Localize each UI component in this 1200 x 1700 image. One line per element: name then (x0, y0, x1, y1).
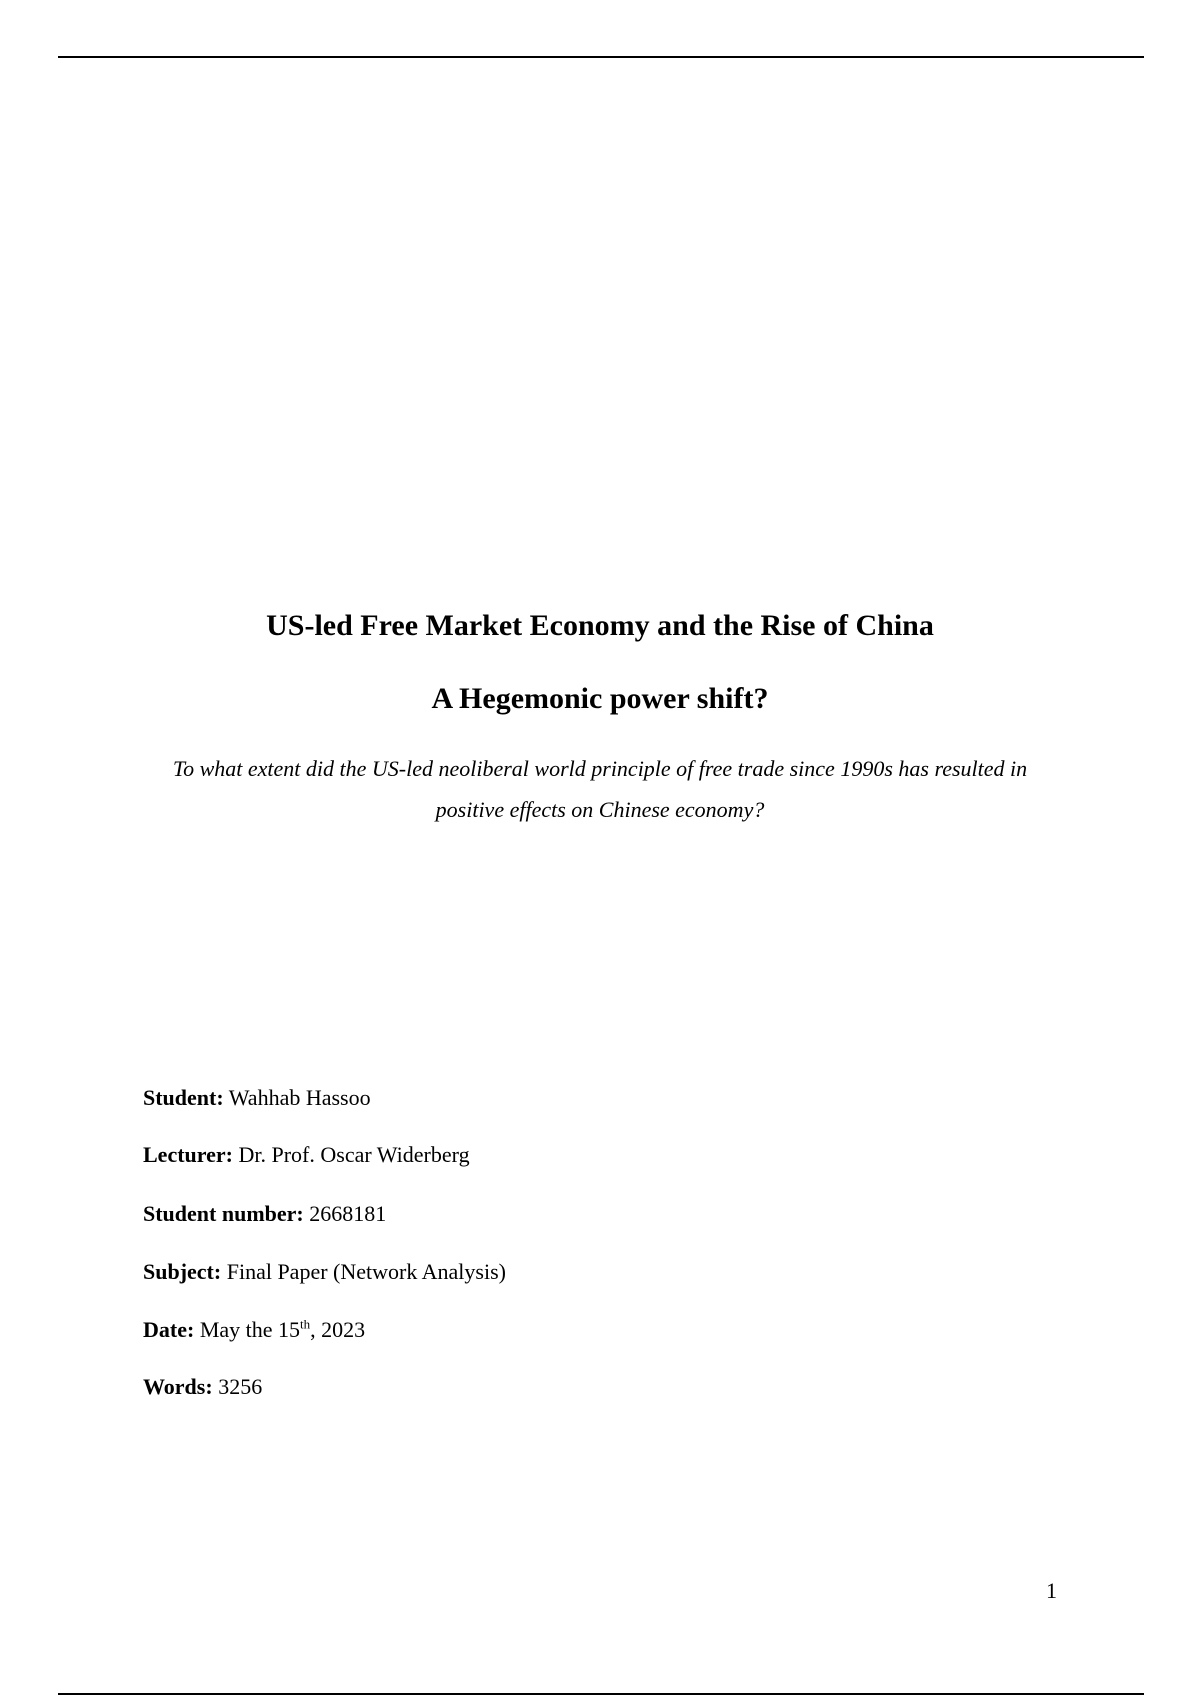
student-number-line (143, 1201, 386, 1227)
subject-label: Subject: (143, 1259, 222, 1284)
date-line (143, 1317, 365, 1343)
subject-value: Final Paper (Network Analysis) (226, 1259, 506, 1284)
student-number-label: Student number: (143, 1201, 304, 1226)
document-subtitle: A Hegemonic power shift? (431, 682, 769, 715)
student-line (143, 1085, 371, 1111)
words-line (143, 1374, 262, 1400)
research-question: To what extent did the US-led neoliberal world principle of free trade since 1990s has resulted in positive effects on Chinese economy? (172, 756, 1028, 822)
bottom-rule (58, 1693, 1144, 1695)
lecturer-value: Dr. Prof. Oscar Widerberg (238, 1142, 470, 1167)
lecturer-label: Lecturer: (143, 1142, 233, 1167)
student-label: Student: (143, 1085, 224, 1110)
words-label: Words: (143, 1374, 213, 1399)
student-value: Wahhab Hassoo (228, 1085, 371, 1110)
page-number: 1 (1046, 1578, 1057, 1603)
date-value (200, 1317, 365, 1342)
date-rest: , 2023 (310, 1317, 366, 1342)
subject-line (143, 1259, 506, 1285)
date-prefix: May the 15 (199, 1317, 301, 1342)
student-number-value: 2668181 (309, 1201, 387, 1226)
date-label: Date: (143, 1317, 195, 1342)
lecturer-line (143, 1142, 470, 1168)
words-value: 3256 (218, 1374, 263, 1399)
date-ordinal-suffix: th (300, 1316, 311, 1332)
top-rule (58, 56, 1144, 58)
document-title: US-led Free Market Economy and the Rise of China (266, 609, 934, 642)
